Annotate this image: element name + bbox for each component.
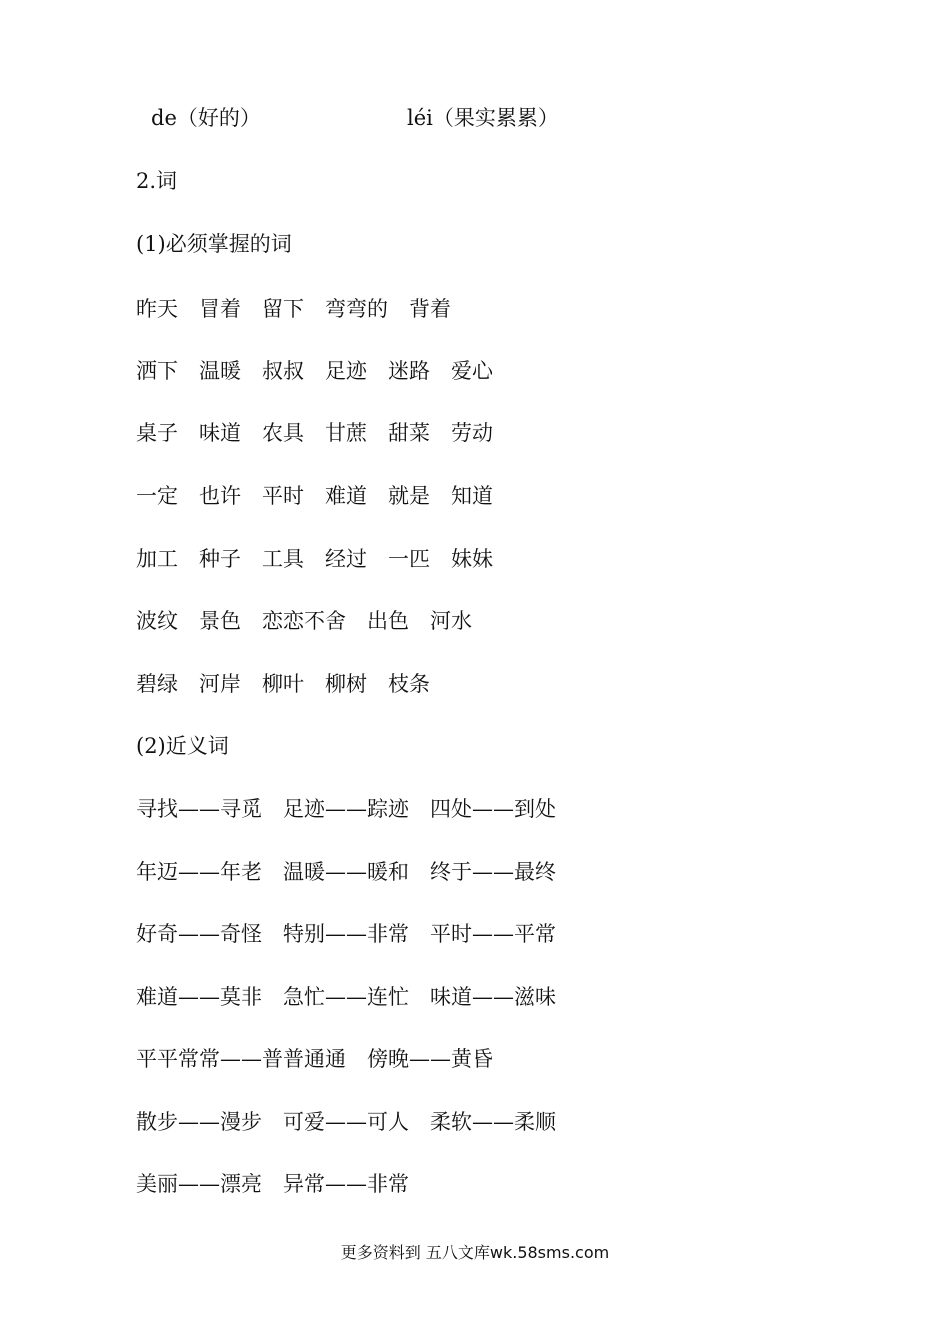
pinyin-item-de: de（好的） [151, 106, 261, 130]
word-line: 桌子 味道 农具 甘蔗 甜菜 劳动 [136, 421, 493, 445]
synonym-line: 平平常常——普普通通 傍晚——黄昏 [136, 1047, 493, 1071]
word-line: 波纹 景色 恋恋不舍 出色 河水 [136, 609, 472, 633]
word-line: 一定 也许 平时 难道 就是 知道 [136, 484, 493, 508]
synonym-line: 散步——漫步 可爱——可人 柔软——柔顺 [136, 1110, 556, 1134]
synonym-line: 好奇——奇怪 特别——非常 平时——平常 [136, 922, 556, 946]
subsection-heading-synonyms: (2)近义词 [136, 734, 229, 758]
pinyin-item-lei: léi（果实累累） [407, 106, 559, 130]
section-heading: 2.词 [136, 169, 178, 193]
word-line: 昨天 冒着 留下 弯弯的 背着 [136, 297, 451, 321]
footer-source-note: 更多资料到 五八文库wk.58sms.com [340, 1243, 610, 1262]
synonym-line: 美丽——漂亮 异常——非常 [136, 1172, 409, 1196]
word-line: 加工 种子 工具 经过 一匹 妹妹 [136, 547, 493, 571]
word-line: 洒下 温暖 叔叔 足迹 迷路 爱心 [136, 359, 493, 383]
synonym-line: 年迈——年老 温暖——暖和 终于——最终 [136, 860, 556, 884]
synonym-line: 寻找——寻觅 足迹——踪迹 四处——到处 [136, 797, 556, 821]
synonym-line: 难道——莫非 急忙——连忙 味道——滋味 [136, 985, 556, 1009]
word-line: 碧绿 河岸 柳叶 柳树 枝条 [136, 672, 430, 696]
subsection-heading-required-words: (1)必须掌握的词 [136, 232, 292, 256]
pinyin-row [0, 104, 950, 132]
